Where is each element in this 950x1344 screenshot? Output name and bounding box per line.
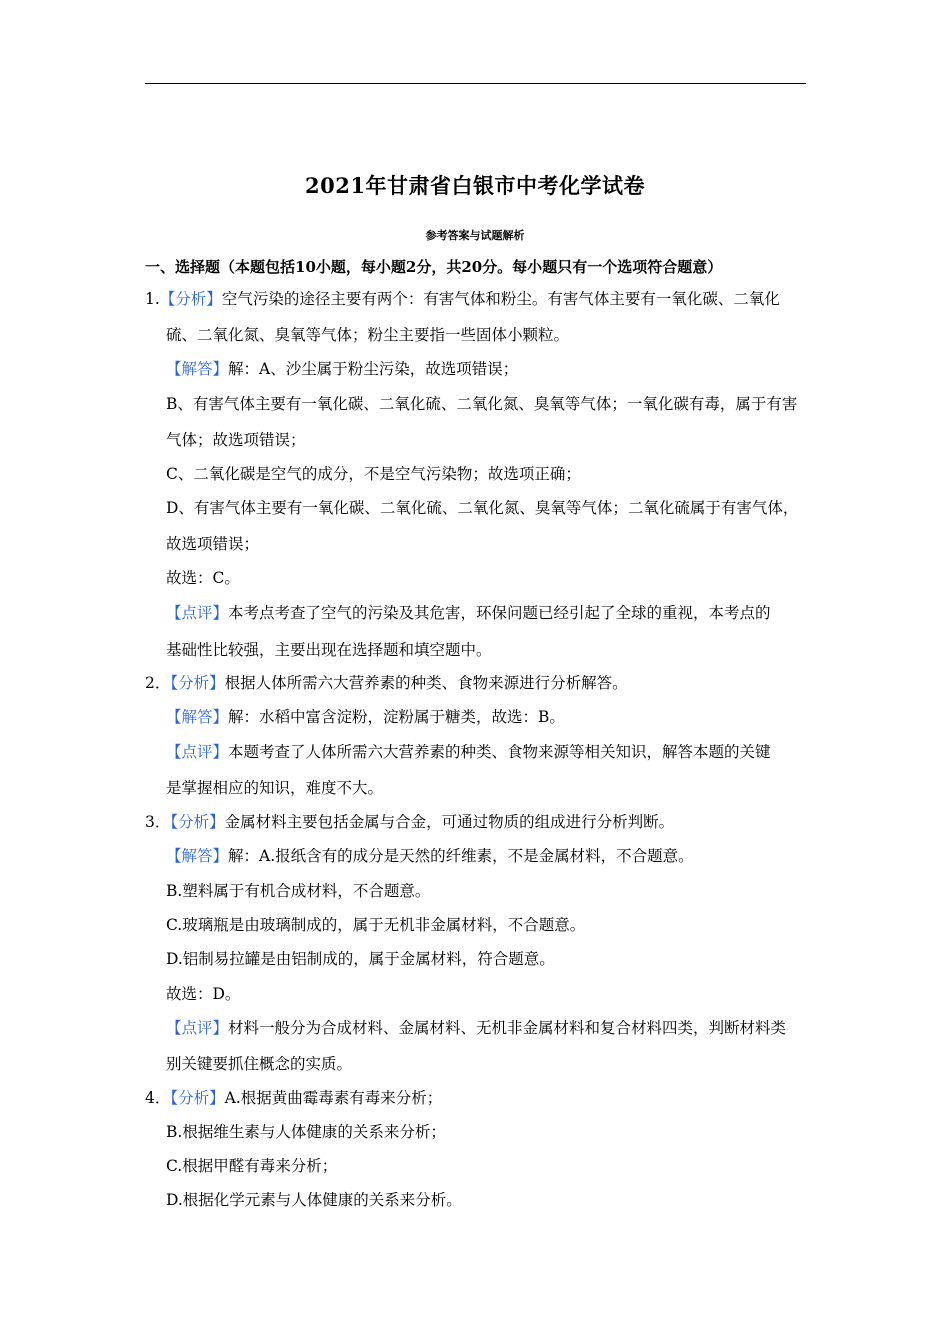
q1-number: 1. [145,290,160,308]
q3-comment-text: 材料一般分为合成材料、金属材料、无机非金属材料和复合材料四类，判断材料类 [228,1019,787,1037]
q3-choice-line: 故选：D。 [166,985,241,1003]
q4-analysis-line-c: C.根据甲醛有毒来分析； [166,1157,338,1175]
q1-comment-text: 本考点考查了空气的污染及其危害，环保问题已经引起了全球的重视，本考点的 [228,604,771,622]
analysis-tag: 【分析】 [170,674,225,692]
q2-number: 2． [145,674,171,692]
q3-comment-line-2: 别关键要抓住概念的实质。 [166,1055,353,1073]
q3-answer-line [166,846,694,866]
answer-tag: 【解答】 [166,847,229,865]
q4-number: 4． [145,1089,171,1107]
q4-analysis-line-b: B.根据维生素与人体健康的关系来分析； [166,1123,446,1141]
q1-answer-line [166,359,518,379]
q1-analysis-line [145,289,780,309]
page-subtitle: 参考答案与试题解析 [425,229,525,242]
q3-number: 3． [145,813,171,831]
q3-answer-line-d: D.铝制易拉罐是由铝制成的，属于金属材料，符合题意。 [166,950,555,968]
q1-choice-line: 故选：C。 [166,569,240,587]
answer-tag: 【解答】 [166,708,229,726]
q2-comment-text: 本题考查了人体所需六大营养素的种类、食物来源等相关知识，解答本题的关键 [228,743,771,761]
q3-answer-line-b: B.塑料属于有机合成材料，不合题意。 [166,882,431,900]
comment-tag: 【点评】 [166,743,229,761]
header-rule [145,83,806,84]
comment-tag: 【点评】 [166,604,229,622]
comment-tag: 【点评】 [166,1019,229,1037]
q1-answer-line-b: B、有害气体主要有一氧化碳、二氧化硫、二氧化氮、臭氧等气体；一氧化碳有毒，属于有害 [166,395,798,413]
q1-answer-text: 解：A、沙尘属于粉尘污染，故选项错误； [228,360,519,378]
q4-analysis-text: A.根据黄曲霉毒素有毒来分析； [224,1089,443,1107]
q3-analysis-line [145,812,674,832]
q1-answer-line-b2: 气体；故选项错误； [166,431,306,449]
q2-analysis-line [145,673,628,693]
q1-answer-line-d2: 故选项错误； [166,535,260,553]
q2-answer-line [166,707,565,727]
answer-tag: 【解答】 [166,360,229,378]
q4-analysis-line-d: D.根据化学元素与人体健康的关系来分析。 [166,1191,462,1209]
q2-answer-text: 解：水稻中富含淀粉，淀粉属于糖类，故选：B。 [228,708,565,726]
q1-analysis-line-2: 硫、二氧化氮、臭氧等气体；粉尘主要指一些固体小颗粒。 [166,326,570,344]
q2-comment-line-2: 是掌握相应的知识，难度不大。 [166,779,384,797]
analysis-tag: 【分析】 [170,1089,225,1107]
page-title: 2021年甘肃省白银市中考化学试卷 [305,173,645,198]
q3-answer-line-c: C.玻璃瓶是由玻璃制成的，属于无机非金属材料，不合题意。 [166,916,586,934]
q3-comment-line [166,1018,786,1038]
q1-analysis-text: 空气污染的途径主要有两个：有害气体和粉尘。有害气体主要有一氧化碳、二氧化 [221,290,780,308]
q2-comment-line [166,742,771,762]
q2-analysis-text: 根据人体所需六大营养素的种类、食物来源进行分析解答。 [224,674,628,692]
q1-answer-line-c: C、二氧化碳是空气的成分，不是空气污染物；故选项正确； [166,465,581,483]
analysis-tag: 【分析】 [159,290,222,308]
q1-comment-line-2: 基础性比较强，主要出现在选择题和填空题中。 [166,641,492,659]
q1-answer-line-d: D、有害气体主要有一氧化碳、二氧化硫、二氧化氮、臭氧等气体；二氧化硫属于有害气体， [166,499,799,517]
q4-analysis-line [145,1088,442,1108]
section-heading: 一、选择题（本题包括10小题，每小题2分，共20分。每小题只有一个选项符合题意） [145,258,723,276]
q1-comment-line [166,603,771,623]
q3-answer-text: 解：A.报纸含有的成分是天然的纤维素，不是金属材料，不合题意。 [228,847,694,865]
q3-analysis-text: 金属材料主要包括金属与合金，可通过物质的组成进行分析判断。 [224,813,675,831]
analysis-tag: 【分析】 [170,813,225,831]
